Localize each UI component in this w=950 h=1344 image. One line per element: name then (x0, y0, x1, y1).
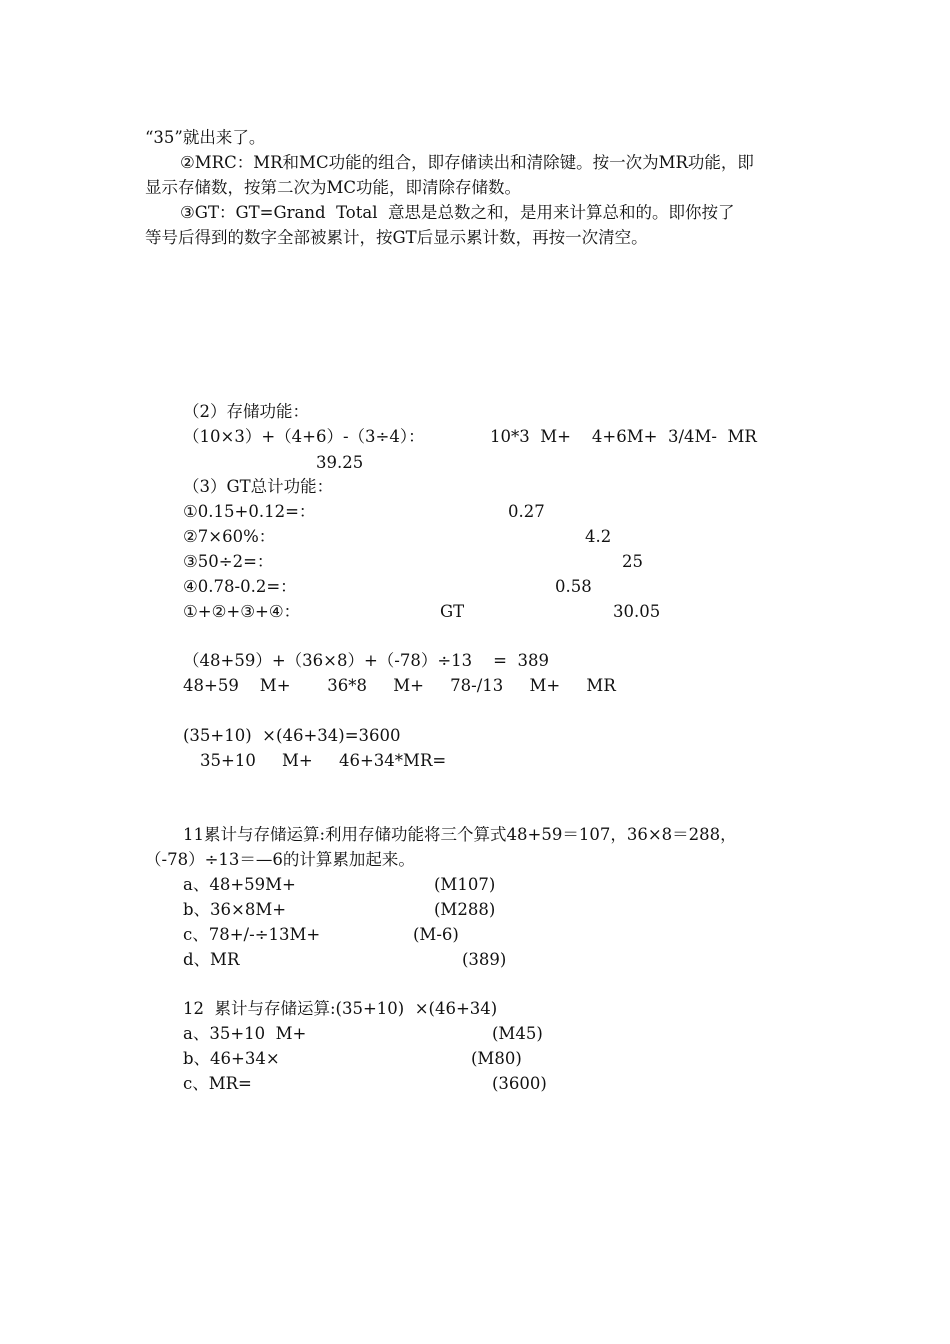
storage-expression: （10×3）+（4+6）-（3÷4）： (183, 427, 425, 446)
problem11-step: b、36×8M+ (183, 900, 287, 919)
problem11-statement-cont: （-78）÷13＝—6的计算累加起来。 (145, 850, 415, 869)
problem12-memory: (M45) (492, 1024, 543, 1043)
problem11-memory: (389) (462, 950, 507, 969)
problem12-memory: (3600) (492, 1074, 547, 1093)
problem11-step: d、MR (183, 950, 240, 969)
problem11-memory: (M288) (434, 900, 496, 919)
problem12-step: c、MR= (183, 1074, 252, 1093)
problem12-step: b、46+34× (183, 1049, 280, 1068)
problem11-step: c、78+/-÷13M+ (183, 925, 321, 944)
problem12-step: a、35+10 M+ (183, 1024, 307, 1043)
gt-row-expr: ④0.78-0.2=： (183, 577, 297, 596)
problem11-step: a、48+59M+ (183, 875, 296, 894)
example1-expression: （48+59）+（36×8）+（-78）÷13 = 389 (183, 651, 549, 670)
mrc-text-cont: 显示存储数，按第二次为MC功能，即清除存储数。 (145, 178, 522, 197)
example2-expression: (35+10) ×(46+34)=3600 (183, 726, 401, 745)
gt-row-expr: ①+②+③+④： (183, 602, 301, 621)
gt-row-value: 0.27 (508, 502, 545, 521)
gt-row-value: 25 (622, 552, 643, 571)
example2-keys: 35+10 M+ 46+34*MR= (200, 751, 447, 770)
mrc-text: ②MRC：MR和MC功能的组合，即存储读出和清除键。按一次为MR功能，即 (180, 153, 754, 172)
gt-row-expr: ①0.15+0.12=： (183, 502, 316, 521)
intro-line: “35”就出来了。 (145, 128, 266, 147)
gt-row-expr: ②7×60%： (183, 527, 276, 546)
example1-keys: 48+59 M+ 36*8 M+ 78-/13 M+ MR (183, 676, 616, 695)
gt-row-value: 30.05 (613, 602, 661, 621)
gt-text: ③GT：GT=Grand Total 意思是总数之和，是用来计算总和的。即你按了 (180, 203, 735, 222)
gt-row-value: 4.2 (585, 527, 612, 546)
gt-text-cont: 等号后得到的数字全部被累计，按GT后显示累计数，再按一次清空。 (145, 228, 648, 247)
problem11-memory: (M-6) (413, 925, 459, 944)
problem12-statement: 12 累计与存储运算:(35+10) ×(46+34) (183, 999, 498, 1018)
problem11-memory: (M107) (434, 875, 496, 894)
gt-heading: （3）GT总计功能： (183, 477, 334, 496)
gt-row-expr: ③50÷2=： (183, 552, 274, 571)
problem11-statement: 11累计与存储运算:利用存储功能将三个算式48+59＝107，36×8＝288， (183, 825, 737, 844)
storage-heading: （2）存储功能： (183, 402, 309, 421)
gt-key: GT (440, 602, 465, 621)
problem12-memory: (M80) (471, 1049, 522, 1068)
storage-result: 39.25 (316, 453, 364, 472)
gt-row-value: 0.58 (555, 577, 592, 596)
storage-keys: 10*3 M+ 4+6M+ 3/4M- MR (490, 427, 757, 446)
